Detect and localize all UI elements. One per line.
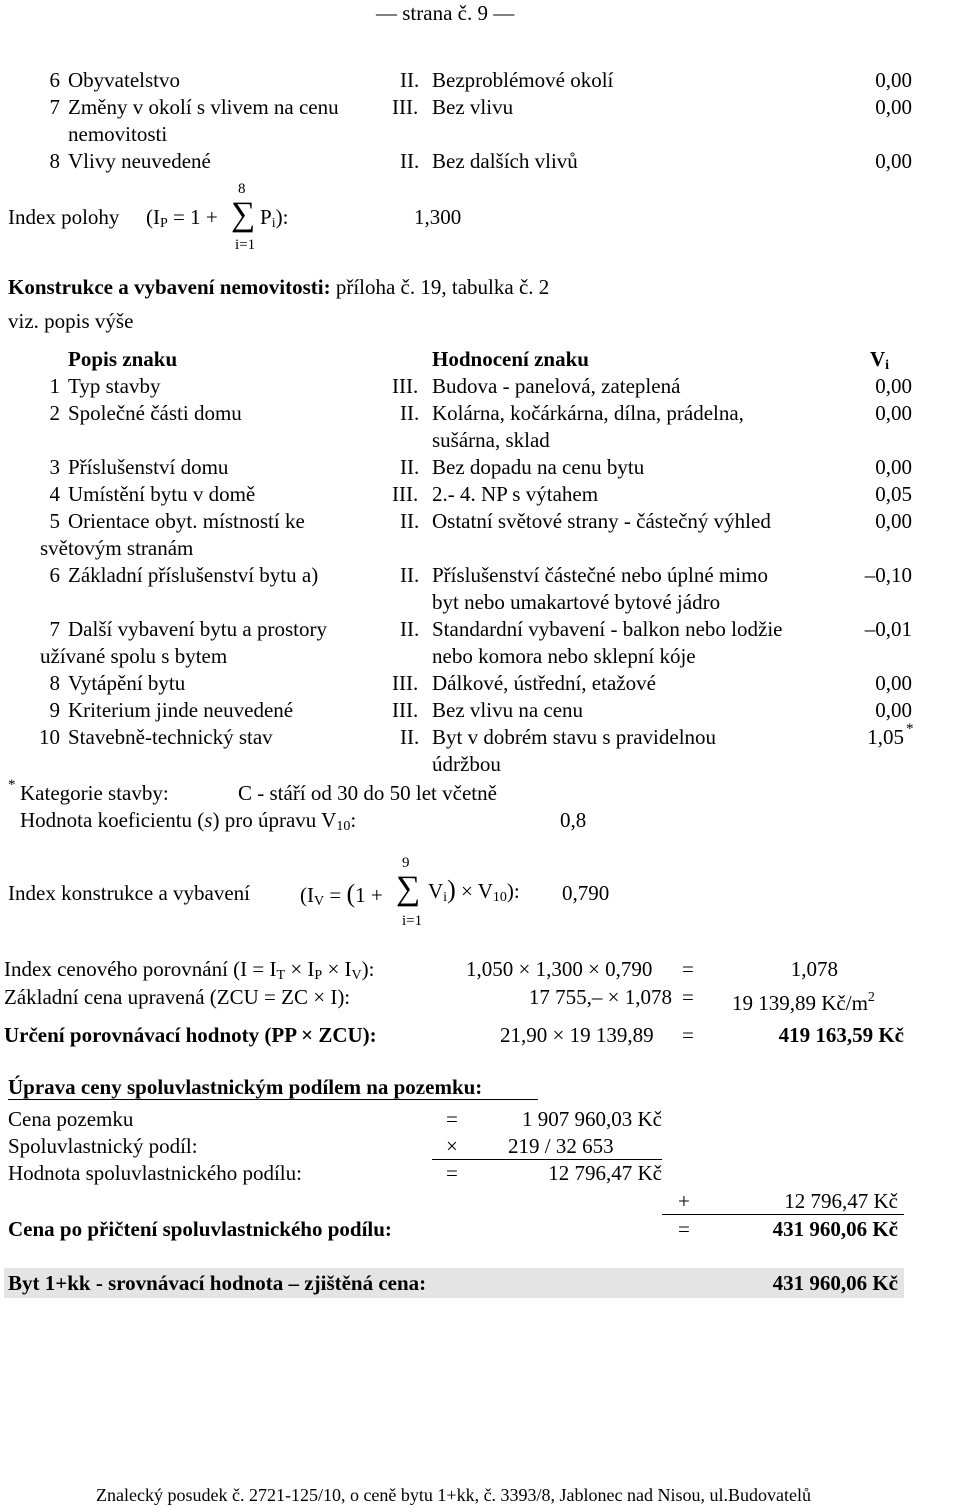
row-description-continued: údržbou	[432, 752, 501, 776]
row-name-continued: světovým stranám	[40, 536, 194, 560]
row-description: Kolárna, kočárkárna, dílna, prádelna,	[432, 401, 744, 425]
row-value: 0,00	[875, 95, 912, 119]
row-name-continued: nemovitosti	[68, 122, 168, 146]
row-value: 0,00	[875, 149, 912, 173]
label-part: I	[344, 957, 352, 981]
sum-lower-limit: i=1	[402, 913, 423, 929]
index-konstrukce-value: 0,790	[562, 881, 610, 905]
operator: ×	[446, 1134, 458, 1158]
row-description: Bez vlivu na cenu	[432, 698, 584, 722]
row-number: 8	[49, 149, 60, 173]
row-description-continued: sušárna, sklad	[432, 428, 550, 452]
konstrukce-note: viz. popis výše	[8, 309, 134, 333]
row-name: Stavebně-technický stav	[68, 725, 273, 749]
index-konstrukce-formula	[300, 880, 383, 915]
row-value: 1,05	[867, 725, 904, 749]
row-grade: II.	[400, 455, 420, 479]
row-name: Společné části domu	[68, 401, 242, 425]
row-name: Základní příslušenství bytu a)	[68, 563, 319, 587]
sum-upper-limit: 8	[238, 181, 246, 197]
row-description: Standardní vybavení - balkon nebo lodžie	[432, 617, 783, 641]
index-polohy-value: 1,300	[414, 205, 462, 229]
urceni-label: Určení porovnávací hodnoty (PP × ZCU):	[4, 1023, 377, 1047]
label-times: ×	[285, 957, 308, 981]
label-part: :	[350, 808, 357, 832]
kategorie-value: C - stáří od 30 do 50 let včetně	[238, 781, 497, 805]
row-name: Příslušenství domu	[68, 455, 229, 479]
formula-part: V	[428, 879, 444, 903]
formula-times: ×	[460, 879, 473, 903]
podil-label: Spoluvlastnický podíl:	[8, 1134, 198, 1158]
row-value-mark: *	[906, 721, 914, 737]
row-grade: III.	[392, 671, 419, 695]
konstrukce-heading	[8, 274, 549, 301]
row-value: –0,10	[864, 563, 912, 587]
row-number: 6	[49, 563, 60, 587]
formula-part: ):	[506, 879, 520, 903]
sigma-symbol: ∑	[396, 870, 421, 907]
page-header: — strana č. 9 —	[376, 1, 515, 25]
row-name-continued: užívané spolu s bytem	[40, 644, 228, 668]
row-value: 0,00	[875, 509, 912, 533]
plus-value: 12 796,47 Kč	[784, 1189, 898, 1213]
row-name: Typ stavby	[68, 374, 161, 398]
section-heading: Konstrukce a vybavení nemovitosti:	[8, 275, 331, 299]
index-cenoveho-result: 1,078	[790, 957, 838, 981]
row-description: Byt v dobrém stavu s pravidelnou	[432, 725, 717, 749]
label-part: ) pro úpravu V	[212, 808, 337, 832]
label-subscript: V	[351, 968, 362, 983]
row-number: 7	[49, 95, 60, 119]
row-name: Obyvatelstvo	[68, 68, 180, 92]
row-name: Další vybavení bytu a prostory	[68, 617, 327, 641]
row-value: 0,00	[875, 68, 912, 92]
row-number: 3	[49, 455, 60, 479]
formula-part: (I	[300, 883, 314, 907]
label-subscript: 10	[336, 819, 351, 834]
urceni-result: 419 163,59 Kč	[778, 1023, 904, 1047]
row-value: 0,00	[875, 374, 912, 398]
column-header-popis: Popis znaku	[68, 347, 178, 371]
row-number: 4	[49, 482, 60, 506]
row-description-continued: nebo komora nebo sklepní kóje	[432, 644, 696, 668]
final-value: 431 960,06 Kč	[772, 1271, 898, 1295]
row-grade: II.	[400, 725, 420, 749]
label-subscript: T	[276, 968, 286, 983]
label-subscript: P	[314, 968, 323, 983]
row-description: Bez vlivu	[432, 95, 514, 119]
index-konstrukce-formula-end	[428, 876, 520, 911]
formula-subscript: 10	[492, 890, 507, 905]
result-superscript: 2	[867, 990, 875, 1005]
result-value: 19 139,89 Kč/m	[732, 991, 868, 1015]
kategorie-mark: *	[8, 777, 16, 793]
formula-part: (I	[146, 205, 160, 229]
formula-part: 1 +	[355, 883, 383, 907]
formula-part: = 1 +	[167, 205, 218, 229]
uprava-heading: Úprava ceny spoluvlastnickým podílem na pozemku:	[8, 1075, 483, 1099]
row-description: Bezproblémové okolí	[432, 68, 614, 92]
sum-upper-limit: 9	[402, 855, 410, 871]
operator: =	[446, 1161, 458, 1185]
koeficient-label	[20, 807, 356, 840]
row-grade: II.	[400, 563, 420, 587]
formula-paren: )	[447, 875, 456, 904]
equals-sign: =	[678, 1217, 690, 1241]
row-description-continued: byt nebo umakartové bytové jádro	[432, 590, 721, 614]
row-description: Ostatní světové strany - částečný výhled	[432, 509, 771, 533]
heading-underline	[8, 1099, 538, 1100]
row-number: 9	[49, 698, 60, 722]
zakladni-cena-label: Základní cena upravená (ZCU = ZC × I):	[4, 985, 351, 1009]
operator: =	[446, 1107, 458, 1131]
urceni-calc: 21,90 × 19 139,89	[500, 1023, 654, 1047]
column-header-hodnoceni: Hodnocení znaku	[432, 347, 589, 371]
row-grade: II.	[400, 509, 420, 533]
row-grade: III.	[392, 482, 419, 506]
row-number: 1	[49, 374, 60, 398]
index-cenoveho-calc: 1,050 × 1,300 × 0,790	[466, 957, 653, 981]
equals-sign: =	[682, 985, 694, 1009]
row-description: 2.- 4. NP s výtahem	[432, 482, 599, 506]
index-polohy-label: Index polohy	[8, 205, 120, 229]
formula-subscript: i	[443, 890, 448, 905]
row-grade: III.	[392, 95, 419, 119]
equals-sign: =	[682, 957, 694, 981]
formula-part: P	[260, 205, 272, 229]
formula-part: V	[477, 879, 493, 903]
row-name: Kriterium jinde neuvedené	[68, 698, 294, 722]
sigma-symbol: ∑	[231, 196, 256, 233]
index-polohy-formula-end	[260, 204, 288, 237]
row-name: Orientace obyt. místností ke	[68, 509, 305, 533]
total-value: 431 960,06 Kč	[772, 1217, 898, 1241]
zakladni-cena-result	[732, 984, 875, 1017]
column-header-v-letter: V	[870, 347, 886, 371]
row-description: Bez dalších vlivů	[432, 149, 578, 173]
label-times: ×	[322, 957, 345, 981]
row-description: Bez dopadu na cenu bytu	[432, 455, 645, 479]
row-grade: II.	[400, 149, 420, 173]
row-name: Umístění bytu v domě	[68, 482, 256, 506]
sum-lower-limit: i=1	[235, 237, 256, 253]
row-description: Dálkové, ústřední, etažové	[432, 671, 656, 695]
total-rule	[662, 1214, 904, 1215]
row-number: 5	[49, 509, 60, 533]
row-number: 2	[49, 401, 60, 425]
row-value: 0,00	[875, 698, 912, 722]
label-part: Hodnota koeficientu (	[20, 808, 205, 832]
row-value: 0,00	[875, 401, 912, 425]
row-value: 0,05	[875, 482, 912, 506]
row-value: 0,00	[875, 455, 912, 479]
column-header-v-subscript: i	[885, 358, 890, 373]
label-italic: s	[204, 808, 213, 832]
zakladni-cena-calc: 17 755,– × 1,078	[528, 985, 672, 1009]
hodnota-podilu-label: Hodnota spoluvlastnického podílu:	[8, 1161, 302, 1185]
row-value: 0,00	[875, 671, 912, 695]
formula-subscript: V	[314, 894, 325, 909]
koeficient-value: 0,8	[560, 808, 587, 832]
section-reference: příloha č. 19, tabulka č. 2	[330, 275, 550, 299]
row-grade: III.	[392, 374, 419, 398]
row-number: 7	[49, 617, 60, 641]
label-part: ):	[361, 957, 375, 981]
plus-operator: +	[678, 1189, 690, 1213]
row-number: 10	[39, 725, 60, 749]
cena-pozemku-value: 1 907 960,03 Kč	[522, 1107, 662, 1131]
cena-pozemku-label: Cena pozemku	[8, 1107, 134, 1131]
row-name: Vytápění bytu	[68, 671, 186, 695]
page-footer: Znalecký posudek č. 2721-125/10, o ceně bytu 1+kk, č. 3393/8, Jablonec nad Nisou, ul.Budovatelů	[96, 1485, 812, 1505]
row-grade: II.	[400, 68, 420, 92]
index-polohy-formula	[146, 204, 218, 237]
total-label: Cena po přičtení spoluvlastnického podílu:	[8, 1217, 392, 1241]
formula-subscript: i	[271, 216, 276, 231]
row-description: Budova - panelová, zateplená	[432, 374, 681, 398]
row-grade: II.	[400, 401, 420, 425]
row-number: 8	[49, 671, 60, 695]
row-grade: II.	[400, 617, 420, 641]
row-name: Změny v okolí s vlivem na cenu	[68, 95, 339, 119]
row-name: Vlivy neuvedené	[68, 149, 211, 173]
hodnota-podilu-value: 12 796,47 Kč	[548, 1161, 662, 1185]
label-part: I	[307, 957, 315, 981]
label-part: Index cenového porovnání (I = I	[4, 957, 277, 981]
final-label: Byt 1+kk - srovnávací hodnota – zjištěná cena:	[8, 1271, 427, 1295]
index-konstrukce-label: Index konstrukce a vybavení	[8, 881, 251, 905]
kategorie-label: Kategorie stavby:	[20, 781, 169, 805]
formula-part: =	[324, 883, 347, 907]
formula-paren: (	[346, 879, 356, 908]
formula-subscript: P	[160, 216, 168, 231]
row-value: –0,01	[864, 617, 912, 641]
formula-part: ):	[275, 205, 289, 229]
row-number: 6	[49, 68, 60, 92]
equals-sign: =	[682, 1023, 694, 1047]
row-description: Příslušenství částečné nebo úplné mimo	[432, 563, 768, 587]
row-grade: III.	[392, 698, 419, 722]
podil-value: 219 / 32 653	[508, 1134, 614, 1158]
